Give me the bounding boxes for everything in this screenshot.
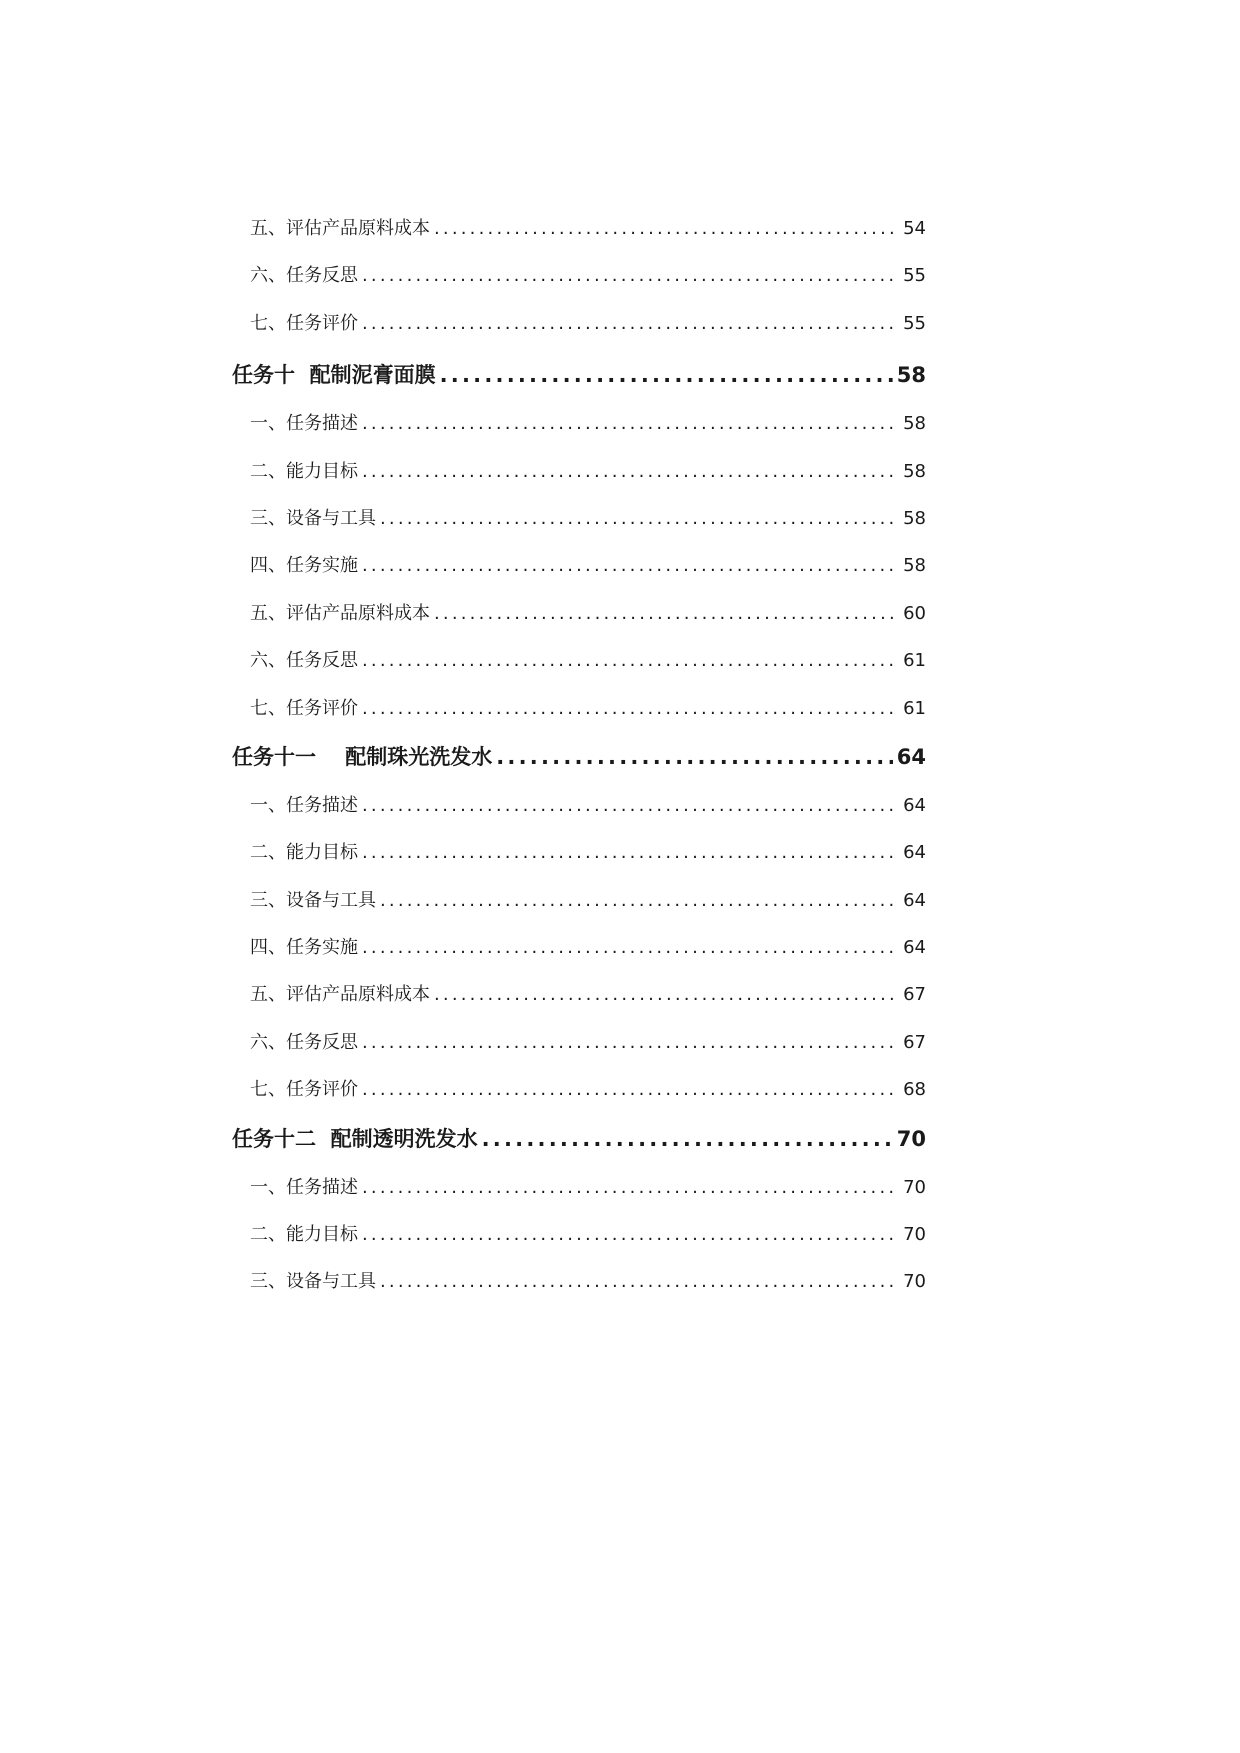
toc-entry-label: 四、任务实施 (250, 555, 358, 577)
toc-entry[interactable] (232, 646, 926, 693)
toc-entry[interactable] (232, 838, 926, 885)
dot-leader (380, 890, 899, 911)
toc-entry-label: 五、评估产品原料成本 (250, 984, 430, 1006)
toc-page-number: 58 (896, 363, 926, 388)
toc-entry-label: 六、任务反思 (250, 265, 358, 287)
toc-entry-label: 二、能力目标 (250, 842, 358, 864)
dot-leader (440, 363, 893, 387)
toc-page-number: 64 (903, 842, 926, 864)
toc-entry-label: 三、设备与工具 (250, 1271, 376, 1293)
dot-leader (434, 218, 899, 239)
dot-leader (496, 745, 893, 769)
toc-page-number: 58 (903, 555, 926, 577)
toc-page-number: 58 (903, 413, 926, 435)
toc-entry[interactable] (232, 886, 926, 933)
toc-page-number: 61 (903, 697, 926, 719)
toc-page-number: 64 (896, 744, 926, 769)
toc-chapter-entry[interactable] (232, 1123, 926, 1173)
toc-page-number: 64 (903, 937, 926, 959)
toc-entry-label: 七、任务评价 (250, 312, 358, 334)
toc-page-number: 67 (903, 984, 926, 1006)
toc-entry[interactable] (232, 1220, 926, 1267)
toc-entry-label: 二、能力目标 (250, 460, 358, 482)
toc-entry-label: 一、任务描述 (250, 413, 358, 435)
toc-entry-label: 三、设备与工具 (250, 889, 376, 911)
dot-leader (362, 313, 899, 334)
dot-leader (362, 413, 899, 434)
toc-entry[interactable] (232, 409, 926, 456)
toc-entry[interactable] (232, 457, 926, 504)
toc-entry[interactable] (232, 1267, 926, 1314)
toc-entry[interactable] (232, 980, 926, 1027)
toc-entry-label: 一、任务描述 (250, 1176, 358, 1198)
toc-page-number: 70 (903, 1271, 926, 1293)
dot-leader (362, 461, 899, 482)
dot-leader (362, 265, 899, 286)
toc-entry[interactable] (232, 504, 926, 551)
dot-leader (362, 698, 899, 719)
dot-leader (362, 1177, 899, 1198)
dot-leader (482, 1127, 893, 1151)
toc-page-number: 55 (903, 312, 926, 334)
toc-entry-label: 一、任务描述 (250, 794, 358, 816)
toc-page-number: 60 (903, 602, 926, 624)
dot-leader (434, 984, 899, 1005)
toc-page-number: 67 (903, 1031, 926, 1053)
toc-page-number: 64 (903, 794, 926, 816)
dot-leader (362, 795, 899, 816)
dot-leader (362, 1224, 899, 1245)
toc-entry[interactable] (232, 309, 926, 356)
toc-page-number: 54 (903, 218, 926, 239)
toc-entry[interactable] (232, 214, 926, 261)
table-of-contents (232, 214, 926, 1315)
toc-page-number: 64 (903, 889, 926, 911)
toc-entry[interactable] (232, 1075, 926, 1122)
dot-leader (362, 1079, 899, 1100)
dot-leader (362, 555, 899, 576)
toc-entry[interactable] (232, 791, 926, 838)
toc-entry[interactable] (232, 551, 926, 598)
toc-entry-label: 七、任务评价 (250, 1079, 358, 1101)
toc-page-number: 58 (903, 460, 926, 482)
toc-page-number: 68 (903, 1079, 926, 1101)
toc-chapter-label: 任务十一 配制珠光洗发水 (232, 744, 493, 769)
toc-entry-label: 二、能力目标 (250, 1224, 358, 1246)
dot-leader (434, 603, 899, 624)
toc-page-number: 70 (896, 1126, 926, 1151)
toc-chapter-entry[interactable] (232, 741, 926, 791)
toc-entry-label: 七、任务评价 (250, 697, 358, 719)
toc-entry-label: 五、评估产品原料成本 (250, 602, 430, 624)
toc-entry[interactable] (232, 694, 926, 741)
toc-entry-label: 四、任务实施 (250, 937, 358, 959)
toc-chapter-label: 任务十二 配制透明洗发水 (232, 1126, 478, 1151)
toc-entry[interactable] (232, 599, 926, 646)
toc-page-number: 55 (903, 265, 926, 287)
toc-page-number: 61 (903, 650, 926, 672)
toc-entry[interactable] (232, 1173, 926, 1220)
dot-leader (362, 937, 899, 958)
toc-entry[interactable] (232, 1028, 926, 1075)
dot-leader (362, 1032, 899, 1053)
toc-entry[interactable] (232, 261, 926, 308)
toc-chapter-entry[interactable] (232, 359, 926, 409)
dot-leader (380, 1271, 899, 1292)
dot-leader (362, 650, 899, 671)
toc-entry-label: 六、任务反思 (250, 1031, 358, 1053)
dot-leader (380, 508, 899, 529)
toc-page-number: 70 (903, 1224, 926, 1246)
toc-entry-label: 三、设备与工具 (250, 507, 376, 529)
toc-page-number: 70 (903, 1176, 926, 1198)
toc-page-number: 58 (903, 507, 926, 529)
dot-leader (362, 842, 899, 863)
toc-entry-label: 五、评估产品原料成本 (250, 218, 430, 239)
toc-entry-label: 六、任务反思 (250, 650, 358, 672)
toc-chapter-label: 任务十 配制泥膏面膜 (232, 363, 436, 388)
toc-entry[interactable] (232, 933, 926, 980)
